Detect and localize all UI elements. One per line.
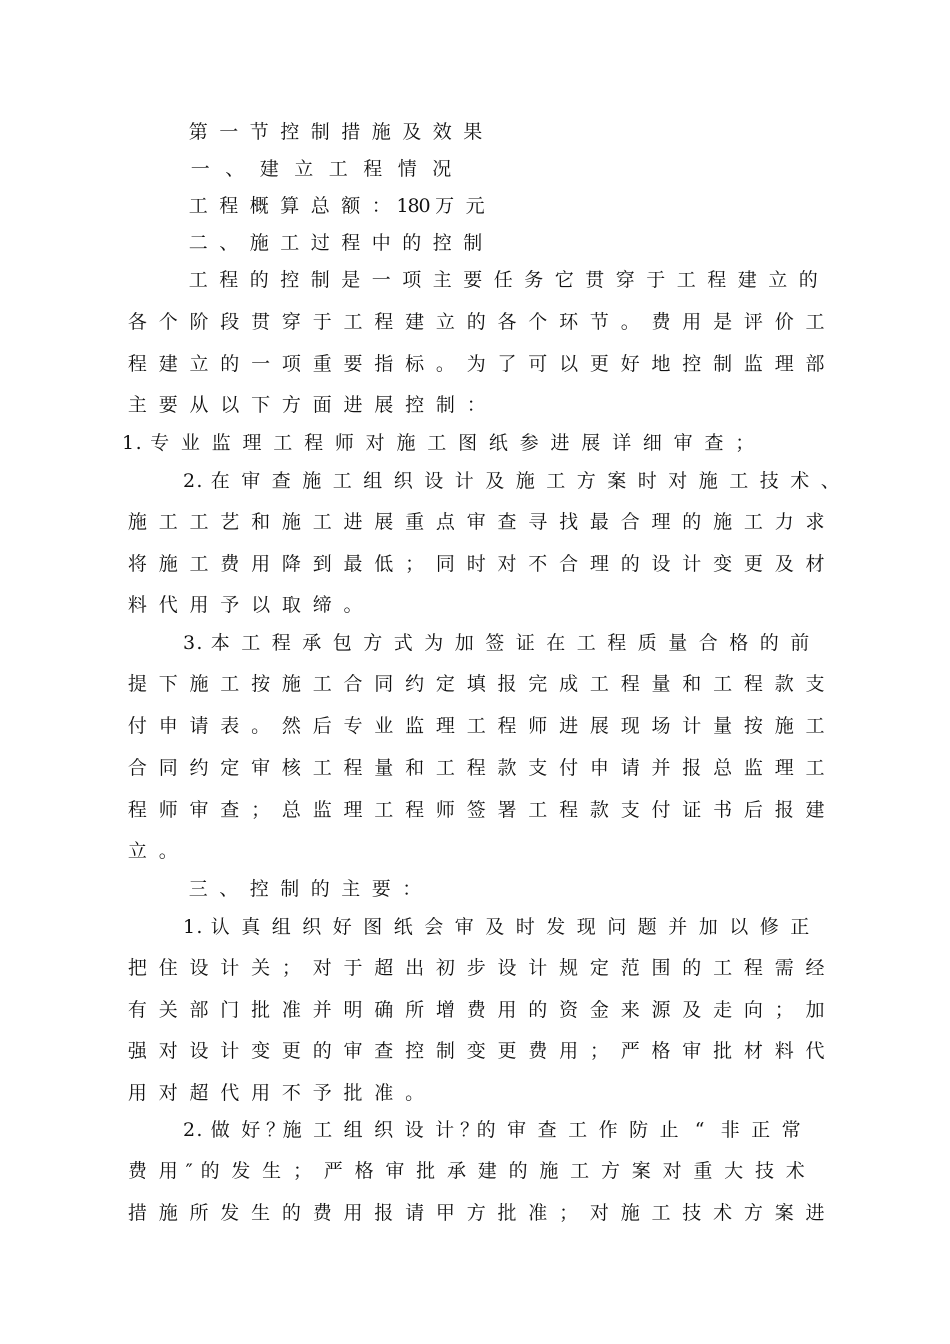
text-line: 2 . 做 好 ？ 施 工 组 织 设 计 ？ 的 审 查 工 作 防 止 “ 非 正 常 — [183, 1119, 801, 1141]
text-line: 用 对 超 代 用 不 予 批 准 。 — [127, 1082, 425, 1104]
text-line: 工 程 的 控 制 是 一 项 主 要 任 务 它 贯 穿 于 工 程 建 立 的 — [188, 269, 818, 291]
text-line: 提 下 施 工 按 施 工 合 同 约 定 填 报 完 成 工 程 量 和 工 程 款 支 — [127, 673, 825, 695]
text-line: 程 师 审 查 ； 总 监 理 工 程 师 签 署 工 程 款 支 付 证 书 后 报 建 — [127, 799, 825, 821]
text-line: 把 住 设 计 关 ； 对 于 超 出 初 步 设 计 规 定 范 围 的 工 程 需 经 — [127, 957, 825, 979]
text-line: 1 . 专 业 监 理 工 程 师 对 施 工 图 纸 参 进 展 详 细 审 查 ； — [122, 432, 755, 454]
text-line: 一 、 建 立 工 程 情 况 — [190, 158, 452, 180]
text-line: 付 申 请 表 。 然 后 专 业 监 理 工 程 师 进 展 现 场 计 量 按 施 工 — [127, 715, 825, 737]
text-line: 3 . 本 工 程 承 包 方 式 为 加 签 证 在 工 程 质 量 合 格 的 前 — [183, 632, 810, 654]
text-line: 有 关 部 门 批 准 并 明 确 所 增 费 用 的 资 金 来 源 及 走 向 ； 加 — [127, 999, 825, 1021]
text-line: 二 、 施 工 过 程 中 的 控 制 — [188, 232, 483, 254]
text-line: 合 同 约 定 审 核 工 程 量 和 工 程 款 支 付 申 请 并 报 总 监 理 工 — [127, 757, 825, 779]
text-line: 费 用 ″ 的 发 生 ； 严 格 审 批 承 建 的 施 工 方 案 对 重 大 技 术 — [127, 1160, 805, 1182]
text-line: 立 。 — [127, 840, 178, 862]
text-line: 将 施 工 费 用 降 到 最 低 ； 同 时 对 不 合 理 的 设 计 变 更 及 材 — [127, 553, 825, 575]
text-line: 1 . 认 真 组 织 好 图 纸 会 审 及 时 发 现 问 题 并 加 以 修 正 — [183, 916, 810, 938]
text-line: 强 对 设 计 变 更 的 审 查 控 制 变 更 费 用 ； 严 格 审 批 材 料 代 — [127, 1040, 825, 1062]
text-line: 措 施 所 发 生 的 费 用 报 请 甲 方 批 准 ； 对 施 工 技 术 方 案 进 — [127, 1202, 825, 1224]
text-line: 施 工 工 艺 和 施 工 进 展 重 点 审 查 寻 找 最 合 理 的 施 工 力 求 — [127, 511, 825, 533]
text-line: 料 代 用 予 以 取 缔 。 — [127, 594, 363, 616]
text-line: 2 . 在 审 查 施 工 组 织 设 计 及 施 工 方 案 时 对 施 工 技 术 、 — [183, 470, 840, 492]
text-line: 第 一 节 控 制 措 施 及 效 果 — [188, 121, 483, 143]
text-line: 各 个 阶 段 贯 穿 于 工 程 建 立 的 各 个 环 节 。 费 用 是 评 价 工 — [127, 311, 825, 333]
text-line: 主 要 从 以 下 方 面 进 展 控 制 ： — [127, 394, 486, 416]
text-line: 三 、 控 制 的 主 要 ： — [188, 878, 422, 900]
text-line: 程 建 立 的 一 项 重 要 指 标 。 为 了 可 以 更 好 地 控 制 监 理 部 — [127, 353, 825, 375]
text-line: 工 程 概 算 总 额 ： 1 8 0 万 元 — [188, 195, 485, 217]
